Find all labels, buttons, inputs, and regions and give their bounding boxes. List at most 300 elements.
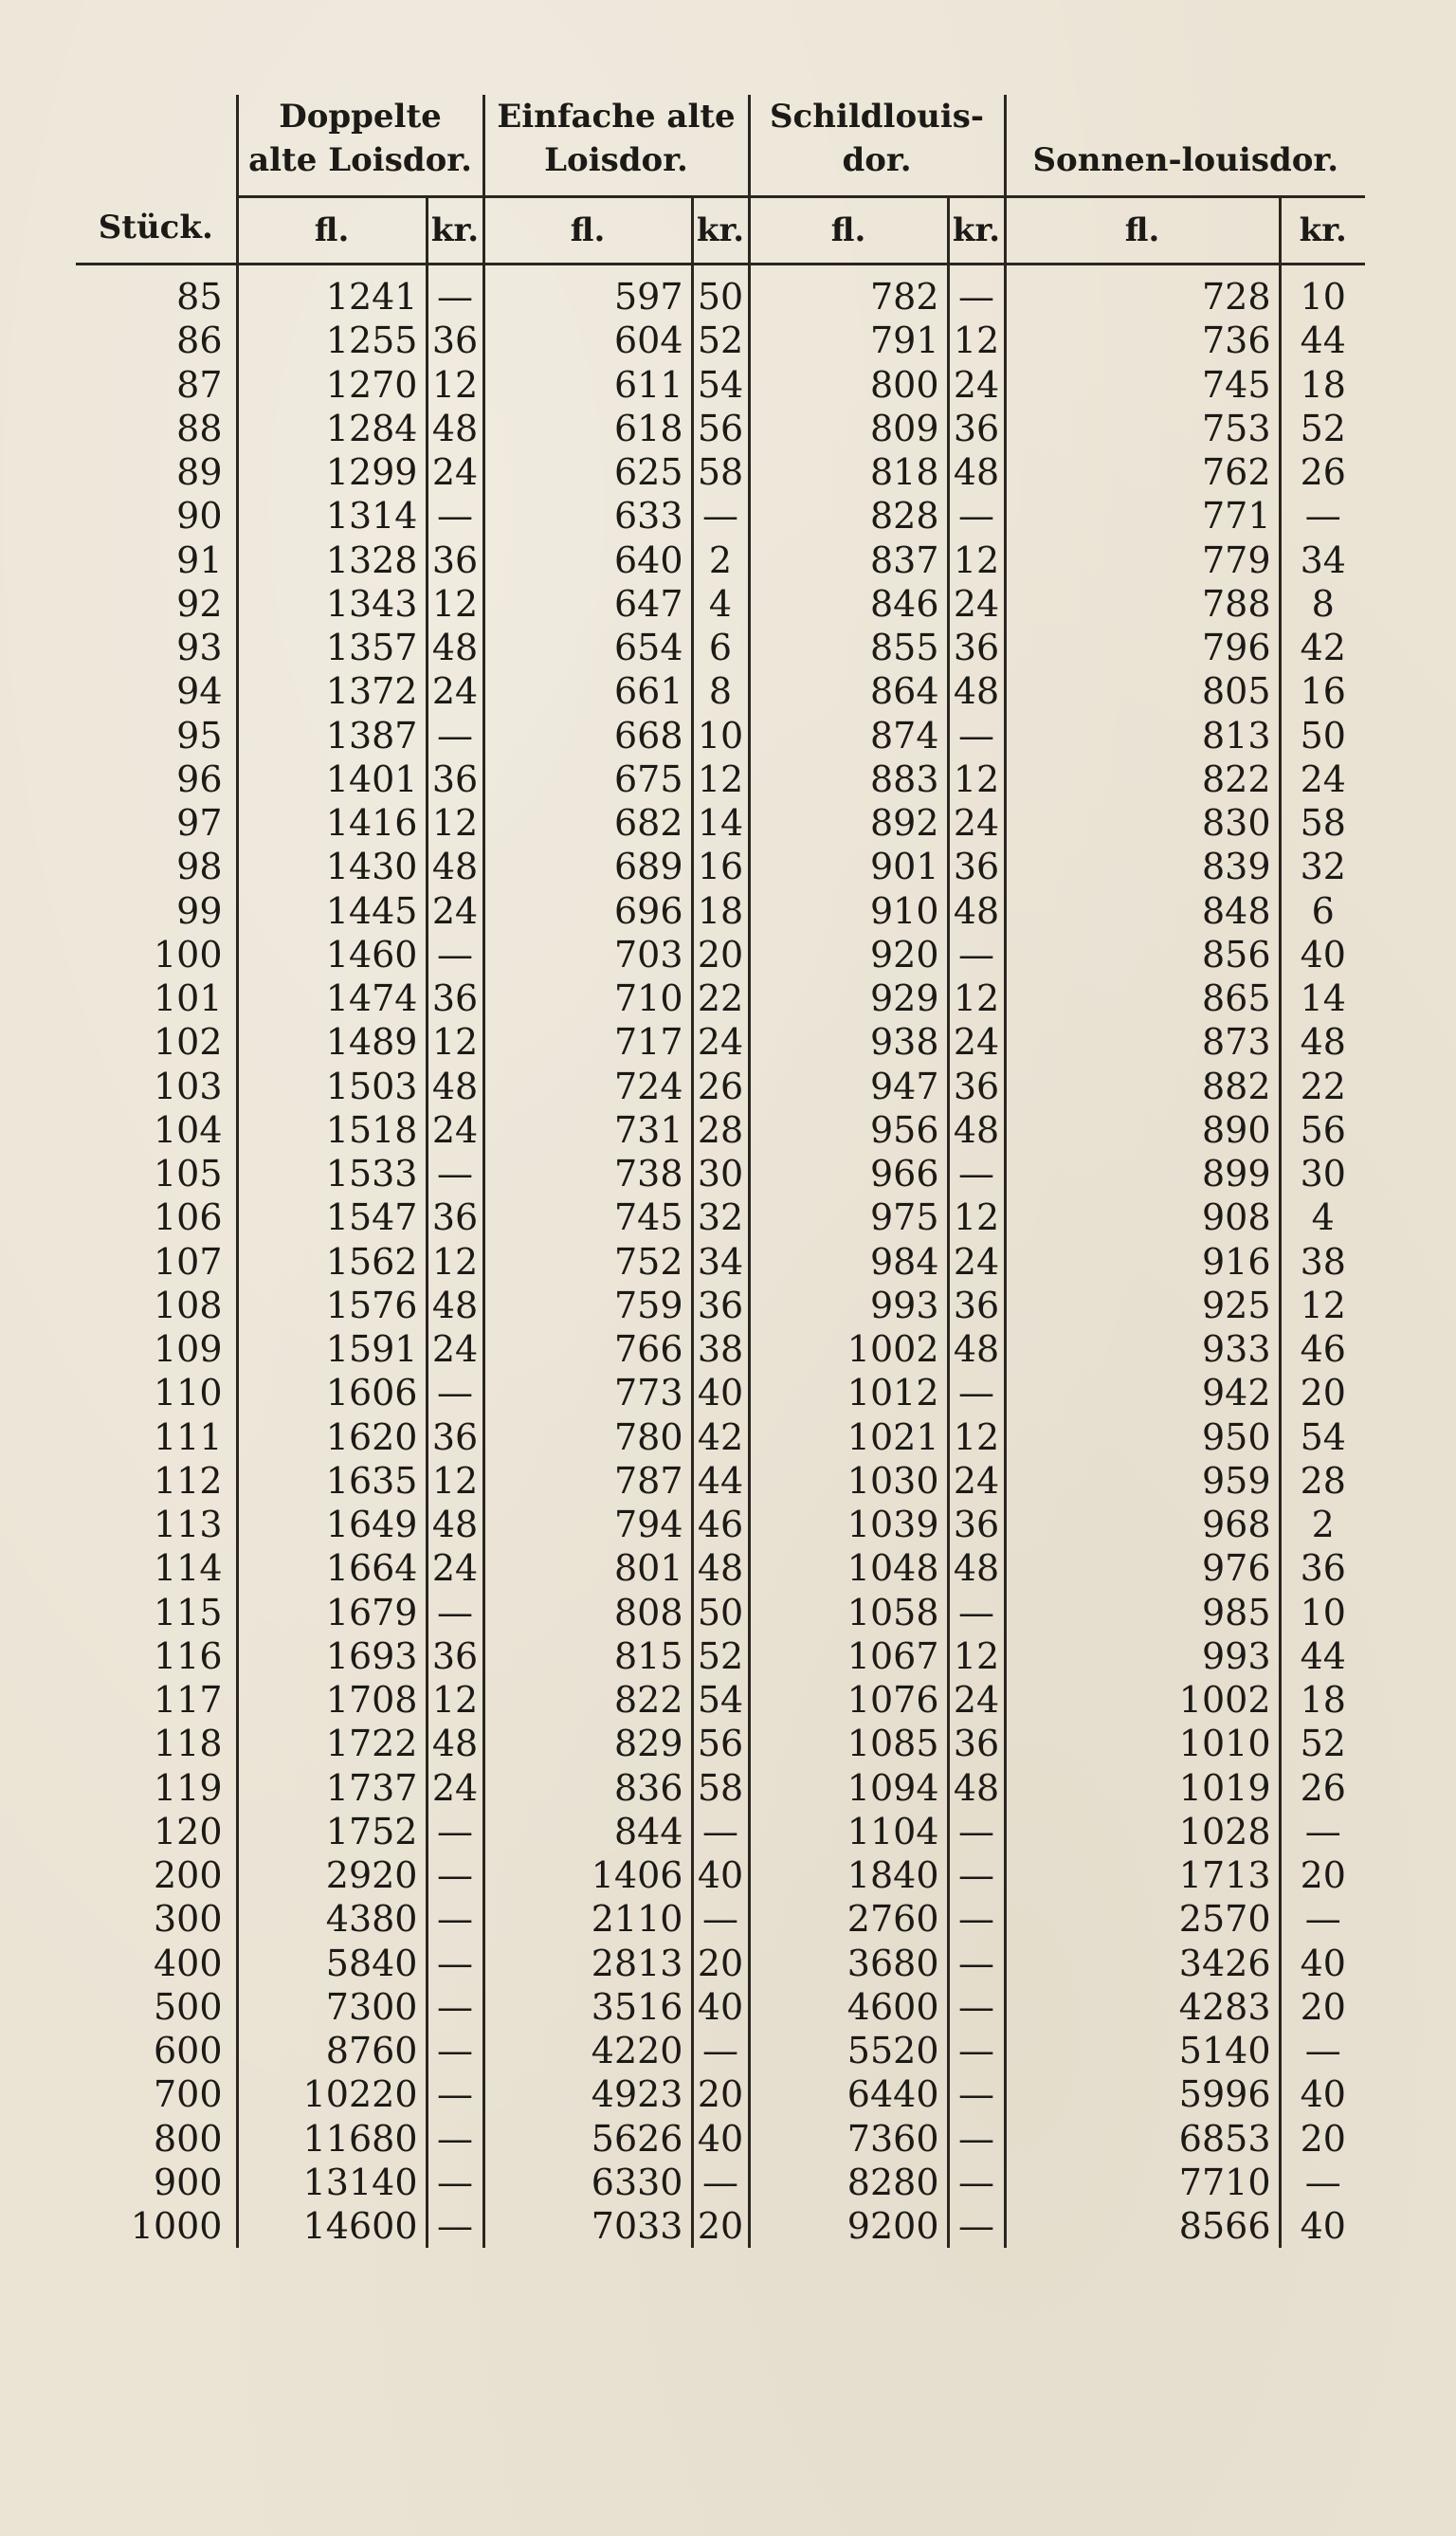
sonnen-kr-cell: 40 (1280, 933, 1365, 976)
einfache-kr-cell: 20 (692, 2072, 749, 2116)
einfache-fl-cell: 689 (483, 845, 692, 888)
schild-kr-cell: — (948, 1810, 1005, 1853)
einfache-fl-cell: 633 (483, 494, 692, 538)
doppelte-kr-cell: 24 (427, 1766, 483, 1810)
table-row (76, 1415, 1365, 1459)
einfache-fl-cell: 766 (483, 1327, 692, 1371)
schild-fl-cell: 874 (749, 714, 948, 757)
schild-fl-cell: 975 (749, 1195, 948, 1239)
einfache-fl-cell: 625 (483, 450, 692, 494)
doppelte-fl-cell: 1489 (237, 1020, 427, 1064)
schild-fl-cell: 966 (749, 1152, 948, 1195)
schild-kr-cell: 48 (948, 450, 1005, 494)
sonnen-kr-cell: 22 (1280, 1065, 1365, 1108)
table-row (76, 2072, 1365, 2116)
doppelte-fl-cell: 1460 (237, 933, 427, 976)
einfache-kr-cell: 26 (692, 1065, 749, 1108)
einfache-kr-cell: 40 (692, 1371, 749, 1414)
stueck-cell: 107 (153, 1240, 223, 1283)
sonnen-kr-cell: 52 (1280, 407, 1365, 450)
stueck-cell: 95 (176, 714, 223, 757)
einfache-kr-cell: 56 (692, 1722, 749, 1765)
stueck-cell: 115 (153, 1591, 223, 1633)
table-row (76, 494, 1365, 538)
einfache-kr-cell: 8 (692, 669, 749, 713)
doppelte-kr-cell: — (427, 2161, 483, 2204)
schild-kr-cell: 12 (948, 1415, 1005, 1459)
stueck-cell: 100 (153, 933, 223, 976)
schild-kr-cell: — (948, 494, 1005, 538)
stueck-cell: 117 (153, 1679, 223, 1722)
schild-kr-cell: 36 (948, 1722, 1005, 1765)
table-row (76, 1722, 1365, 1765)
schild-kr-cell: 48 (948, 889, 1005, 933)
doppelte-fl-cell: 8760 (237, 2029, 427, 2072)
einfache-kr-cell: 50 (692, 265, 749, 319)
stueck-cell: 109 (153, 1328, 223, 1371)
stueck-cell: 106 (153, 1196, 223, 1239)
schild-kr-cell: 12 (948, 757, 1005, 801)
subheader-fl: fl. (1005, 197, 1280, 265)
stueck-cell: 103 (153, 1065, 223, 1107)
einfache-kr-cell: 20 (692, 1942, 749, 1985)
einfache-kr-cell: 38 (692, 1327, 749, 1371)
sonnen-fl-cell: 7710 (1005, 2161, 1280, 2204)
einfache-fl-cell: 640 (483, 538, 692, 582)
sonnen-fl-cell: 865 (1005, 976, 1280, 1020)
table-row (76, 1371, 1365, 1414)
stueck-cell: 113 (153, 1504, 223, 1546)
schild-fl-cell: 938 (749, 1020, 948, 1064)
sonnen-kr-cell: 28 (1280, 1459, 1365, 1503)
stueck-cell: 92 (176, 582, 223, 625)
sonnen-kr-cell: — (1280, 2161, 1365, 2204)
table-row (76, 1942, 1365, 1985)
sonnen-fl-cell: 762 (1005, 450, 1280, 494)
header-stueck: Stück. (76, 95, 237, 265)
sonnen-fl-cell: 5996 (1005, 2072, 1280, 2116)
schild-kr-cell: 24 (948, 1240, 1005, 1284)
schild-kr-cell: 36 (948, 1284, 1005, 1327)
einfache-fl-cell: 682 (483, 801, 692, 845)
schild-fl-cell: 1067 (749, 1634, 948, 1678)
doppelte-kr-cell: — (427, 1897, 483, 1941)
conversion-table (76, 95, 1365, 2248)
schild-fl-cell: 5520 (749, 2029, 948, 2072)
einfache-kr-cell: 10 (692, 714, 749, 757)
sonnen-kr-cell: 24 (1280, 757, 1365, 801)
table-row (76, 1678, 1365, 1722)
einfache-kr-cell: 24 (692, 1020, 749, 1064)
doppelte-fl-cell: 4380 (237, 1897, 427, 1941)
doppelte-fl-cell: 1606 (237, 1371, 427, 1414)
sonnen-kr-cell: 2 (1280, 1503, 1365, 1546)
einfache-fl-cell: 611 (483, 363, 692, 407)
einfache-kr-cell: — (692, 2029, 749, 2072)
einfache-fl-cell: 808 (483, 1591, 692, 1634)
sonnen-kr-cell: — (1280, 2029, 1365, 2072)
einfache-fl-cell: 661 (483, 669, 692, 713)
sonnen-kr-cell: 20 (1280, 1985, 1365, 2029)
schild-fl-cell: 993 (749, 1284, 948, 1327)
schild-fl-cell: 1076 (749, 1678, 948, 1722)
einfache-kr-cell: 40 (692, 2117, 749, 2161)
stueck-cell: 114 (153, 1547, 223, 1590)
table-row (76, 801, 1365, 845)
schild-fl-cell: 7360 (749, 2117, 948, 2161)
einfache-fl-cell: 597 (483, 265, 692, 319)
einfache-kr-cell: 20 (692, 933, 749, 976)
sonnen-fl-cell: 1002 (1005, 1678, 1280, 1722)
doppelte-fl-cell: 1620 (237, 1415, 427, 1459)
sonnen-fl-cell: 959 (1005, 1459, 1280, 1503)
stueck-cell: 88 (176, 407, 223, 449)
schild-kr-cell: — (948, 2204, 1005, 2248)
schild-fl-cell: 929 (749, 976, 948, 1020)
sonnen-fl-cell: 976 (1005, 1546, 1280, 1590)
einfache-fl-cell: 4220 (483, 2029, 692, 2072)
stueck-cell: 105 (153, 1153, 223, 1195)
schild-kr-cell: 36 (948, 407, 1005, 450)
einfache-fl-cell: 4923 (483, 2072, 692, 2116)
sonnen-kr-cell: 18 (1280, 1678, 1365, 1722)
sonnen-fl-cell: 2570 (1005, 1897, 1280, 1941)
sonnen-kr-cell: 38 (1280, 1240, 1365, 1284)
doppelte-kr-cell: 12 (427, 582, 483, 626)
schild-kr-cell: — (948, 933, 1005, 976)
schild-fl-cell: 782 (749, 265, 948, 319)
sonnen-fl-cell: 779 (1005, 538, 1280, 582)
schild-kr-cell: 36 (948, 845, 1005, 888)
sonnen-kr-cell: 36 (1280, 1546, 1365, 1590)
doppelte-kr-cell: 36 (427, 1634, 483, 1678)
subheader-kr: kr. (692, 197, 749, 265)
sonnen-kr-cell: 48 (1280, 1020, 1365, 1064)
sonnen-kr-cell: 18 (1280, 363, 1365, 407)
stueck-cell: 500 (153, 1985, 223, 2028)
doppelte-kr-cell: — (427, 265, 483, 319)
table-row (76, 319, 1365, 362)
table-row (76, 1195, 1365, 1239)
einfache-kr-cell: 54 (692, 363, 749, 407)
doppelte-kr-cell: 36 (427, 1415, 483, 1459)
table-row (76, 2117, 1365, 2161)
sonnen-kr-cell: 26 (1280, 450, 1365, 494)
sonnen-kr-cell: 14 (1280, 976, 1365, 1020)
stueck-cell: 87 (176, 363, 223, 406)
stueck-cell: 600 (153, 2030, 223, 2072)
sonnen-fl-cell: 933 (1005, 1327, 1280, 1371)
einfache-fl-cell: 710 (483, 976, 692, 1020)
doppelte-fl-cell: 14600 (237, 2204, 427, 2248)
doppelte-fl-cell: 1518 (237, 1108, 427, 1152)
doppelte-fl-cell: 5840 (237, 1942, 427, 1985)
schild-kr-cell: 12 (948, 976, 1005, 1020)
sonnen-fl-cell: 736 (1005, 319, 1280, 362)
einfache-fl-cell: 703 (483, 933, 692, 976)
einfache-kr-cell: 30 (692, 1152, 749, 1195)
doppelte-kr-cell: 36 (427, 976, 483, 1020)
sonnen-kr-cell: — (1280, 494, 1365, 538)
sonnen-fl-cell: 873 (1005, 1020, 1280, 1064)
schild-kr-cell: — (948, 265, 1005, 319)
sonnen-fl-cell: 1010 (1005, 1722, 1280, 1765)
einfache-kr-cell: 28 (692, 1108, 749, 1152)
schild-kr-cell: — (948, 1985, 1005, 2029)
schild-fl-cell: 1030 (749, 1459, 948, 1503)
stueck-cell: 99 (176, 889, 223, 932)
einfache-fl-cell: 815 (483, 1634, 692, 1678)
table-body (76, 265, 1365, 2249)
table-row (76, 2029, 1365, 2072)
einfache-fl-cell: 787 (483, 1459, 692, 1503)
doppelte-fl-cell: 1664 (237, 1546, 427, 1590)
doppelte-fl-cell: 1328 (237, 538, 427, 582)
einfache-kr-cell: 44 (692, 1459, 749, 1503)
sonnen-kr-cell: 46 (1280, 1327, 1365, 1371)
schild-kr-cell: — (948, 1897, 1005, 1941)
einfache-fl-cell: 5626 (483, 2117, 692, 2161)
table-row (76, 669, 1365, 713)
einfache-kr-cell: 58 (692, 450, 749, 494)
einfache-kr-cell: 14 (692, 801, 749, 845)
sonnen-fl-cell: 848 (1005, 889, 1280, 933)
doppelte-fl-cell: 1474 (237, 976, 427, 1020)
stueck-cell: 96 (176, 757, 223, 800)
stueck-cell: 116 (153, 1634, 223, 1677)
doppelte-kr-cell: 48 (427, 407, 483, 450)
einfache-kr-cell: 18 (692, 889, 749, 933)
doppelte-kr-cell: — (427, 1371, 483, 1414)
doppelte-fl-cell: 1737 (237, 1766, 427, 1810)
einfache-fl-cell: 696 (483, 889, 692, 933)
einfache-kr-cell: — (692, 494, 749, 538)
sonnen-kr-cell: 20 (1280, 2117, 1365, 2161)
doppelte-kr-cell: — (427, 1942, 483, 1985)
stueck-cell: 94 (176, 670, 223, 713)
header-einfache-alte-loisdor: Einfache alte Loisdor. (483, 95, 749, 197)
stueck-cell: 800 (153, 2117, 223, 2160)
einfache-fl-cell: 3516 (483, 1985, 692, 2029)
doppelte-fl-cell: 1357 (237, 626, 427, 669)
schild-kr-cell: 24 (948, 1020, 1005, 1064)
table-row (76, 1020, 1365, 1064)
sonnen-kr-cell: 42 (1280, 626, 1365, 669)
doppelte-kr-cell: 24 (427, 889, 483, 933)
table-row (76, 1065, 1365, 1108)
einfache-kr-cell: 56 (692, 407, 749, 450)
schild-kr-cell: — (948, 2161, 1005, 2204)
doppelte-kr-cell: — (427, 933, 483, 976)
einfache-fl-cell: 1406 (483, 1853, 692, 1897)
einfache-kr-cell: 40 (692, 1985, 749, 2029)
schild-kr-cell: — (948, 1591, 1005, 1634)
doppelte-kr-cell: 12 (427, 1459, 483, 1503)
sonnen-kr-cell: 52 (1280, 1722, 1365, 1765)
schild-kr-cell: 24 (948, 363, 1005, 407)
table-row (76, 265, 1365, 319)
schild-kr-cell: — (948, 1853, 1005, 1897)
stueck-cell: 120 (153, 1810, 223, 1852)
sonnen-fl-cell: 839 (1005, 845, 1280, 888)
stueck-cell: 104 (153, 1108, 223, 1151)
sonnen-fl-cell: 4283 (1005, 1985, 1280, 2029)
sonnen-fl-cell: 5140 (1005, 2029, 1280, 2072)
schild-kr-cell: 12 (948, 319, 1005, 362)
schild-kr-cell: 12 (948, 1195, 1005, 1239)
table-row (76, 1108, 1365, 1152)
schild-fl-cell: 1104 (749, 1810, 948, 1853)
doppelte-kr-cell: 36 (427, 319, 483, 362)
schild-fl-cell: 3680 (749, 1942, 948, 1985)
einfache-fl-cell: 794 (483, 1503, 692, 1546)
sonnen-fl-cell: 796 (1005, 626, 1280, 669)
stueck-cell: 98 (176, 846, 223, 888)
einfache-kr-cell: — (692, 1810, 749, 1853)
doppelte-fl-cell: 1270 (237, 363, 427, 407)
doppelte-fl-cell: 1445 (237, 889, 427, 933)
einfache-fl-cell: 745 (483, 1195, 692, 1239)
schild-kr-cell: 48 (948, 1546, 1005, 1590)
subheader-fl: fl. (483, 197, 692, 265)
subheader-row (76, 197, 1365, 265)
doppelte-fl-cell: 1693 (237, 1634, 427, 1678)
stueck-cell: 101 (153, 977, 223, 1020)
einfache-kr-cell: 36 (692, 1284, 749, 1327)
sonnen-kr-cell: 8 (1280, 582, 1365, 626)
doppelte-kr-cell: 24 (427, 669, 483, 713)
einfache-kr-cell: 22 (692, 976, 749, 1020)
schild-fl-cell: 8280 (749, 2161, 948, 2204)
sonnen-fl-cell: 899 (1005, 1152, 1280, 1195)
doppelte-kr-cell: 24 (427, 1108, 483, 1152)
schild-fl-cell: 837 (749, 538, 948, 582)
doppelte-kr-cell: 12 (427, 1020, 483, 1064)
sonnen-kr-cell: 40 (1280, 2072, 1365, 2116)
sonnen-fl-cell: 788 (1005, 582, 1280, 626)
sonnen-fl-cell: 745 (1005, 363, 1280, 407)
table-row (76, 2161, 1365, 2204)
schild-kr-cell: 36 (948, 626, 1005, 669)
schild-kr-cell: — (948, 714, 1005, 757)
sonnen-kr-cell: 40 (1280, 2204, 1365, 2248)
doppelte-kr-cell: 12 (427, 363, 483, 407)
doppelte-kr-cell: — (427, 1810, 483, 1853)
sonnen-fl-cell: 950 (1005, 1415, 1280, 1459)
doppelte-fl-cell: 1416 (237, 801, 427, 845)
doppelte-fl-cell: 1430 (237, 845, 427, 888)
doppelte-kr-cell: — (427, 714, 483, 757)
table-row (76, 976, 1365, 1020)
sonnen-fl-cell: 1028 (1005, 1810, 1280, 1853)
schild-fl-cell: 1002 (749, 1327, 948, 1371)
einfache-fl-cell: 668 (483, 714, 692, 757)
einfache-kr-cell: 52 (692, 1634, 749, 1678)
sonnen-fl-cell: 856 (1005, 933, 1280, 976)
doppelte-fl-cell: 1752 (237, 1810, 427, 1853)
schild-fl-cell: 818 (749, 450, 948, 494)
doppelte-fl-cell: 1401 (237, 757, 427, 801)
einfache-kr-cell: — (692, 1897, 749, 1941)
schild-kr-cell: 48 (948, 669, 1005, 713)
table-row (76, 1152, 1365, 1195)
stueck-cell: 700 (153, 2073, 223, 2116)
einfache-fl-cell: 618 (483, 407, 692, 450)
einfache-fl-cell: 780 (483, 1415, 692, 1459)
table-row (76, 1810, 1365, 1853)
einfache-fl-cell: 675 (483, 757, 692, 801)
schild-fl-cell: 864 (749, 669, 948, 713)
subheader-kr: kr. (948, 197, 1005, 265)
schild-fl-cell: 1840 (749, 1853, 948, 1897)
stueck-cell: 102 (153, 1021, 223, 1064)
doppelte-kr-cell: 48 (427, 1722, 483, 1765)
einfache-kr-cell: 50 (692, 1591, 749, 1634)
einfache-fl-cell: 647 (483, 582, 692, 626)
einfache-kr-cell: 12 (692, 757, 749, 801)
stueck-cell: 400 (153, 1942, 223, 1984)
stueck-cell: 119 (153, 1766, 223, 1809)
stueck-cell: 85 (176, 276, 223, 319)
sonnen-kr-cell: 26 (1280, 1766, 1365, 1810)
sonnen-kr-cell: — (1280, 1810, 1365, 1853)
table-row (76, 1591, 1365, 1634)
table-row (76, 933, 1365, 976)
doppelte-fl-cell: 13140 (237, 2161, 427, 2204)
einfache-kr-cell: 2 (692, 538, 749, 582)
doppelte-kr-cell: 48 (427, 1503, 483, 1546)
einfache-fl-cell: 773 (483, 1371, 692, 1414)
header-doppelte-alte-loisdor: Doppelte alte Loisdor. (237, 95, 483, 197)
schild-kr-cell: — (948, 2029, 1005, 2072)
table-row (76, 1897, 1365, 1941)
schild-fl-cell: 1039 (749, 1503, 948, 1546)
einfache-fl-cell: 844 (483, 1810, 692, 1853)
sonnen-fl-cell: 830 (1005, 801, 1280, 845)
schild-kr-cell: 24 (948, 582, 1005, 626)
sonnen-kr-cell: 12 (1280, 1284, 1365, 1327)
schild-fl-cell: 947 (749, 1065, 948, 1108)
table-row (76, 1459, 1365, 1503)
table-row (76, 845, 1365, 888)
doppelte-kr-cell: — (427, 494, 483, 538)
doppelte-kr-cell: 48 (427, 1065, 483, 1108)
einfache-fl-cell: 752 (483, 1240, 692, 1284)
schild-kr-cell: — (948, 2117, 1005, 2161)
doppelte-fl-cell: 1722 (237, 1722, 427, 1765)
sonnen-fl-cell: 993 (1005, 1634, 1280, 1678)
table-row (76, 626, 1365, 669)
sonnen-fl-cell: 942 (1005, 1371, 1280, 1414)
header-sonnenlouisdor: Sonnen-louisdor. (1005, 95, 1365, 197)
einfache-fl-cell: 654 (483, 626, 692, 669)
schild-fl-cell: 883 (749, 757, 948, 801)
stueck-cell: 97 (176, 802, 223, 845)
doppelte-kr-cell: — (427, 1152, 483, 1195)
sonnen-fl-cell: 822 (1005, 757, 1280, 801)
schild-kr-cell: 36 (948, 1065, 1005, 1108)
einfache-fl-cell: 759 (483, 1284, 692, 1327)
sonnen-kr-cell: 6 (1280, 889, 1365, 933)
doppelte-kr-cell: — (427, 2029, 483, 2072)
doppelte-kr-cell: — (427, 1853, 483, 1897)
subheader-kr: kr. (427, 197, 483, 265)
doppelte-fl-cell: 1299 (237, 450, 427, 494)
table-row (76, 757, 1365, 801)
schild-kr-cell: — (948, 2072, 1005, 2116)
doppelte-kr-cell: 36 (427, 1195, 483, 1239)
einfache-fl-cell: 7033 (483, 2204, 692, 2248)
